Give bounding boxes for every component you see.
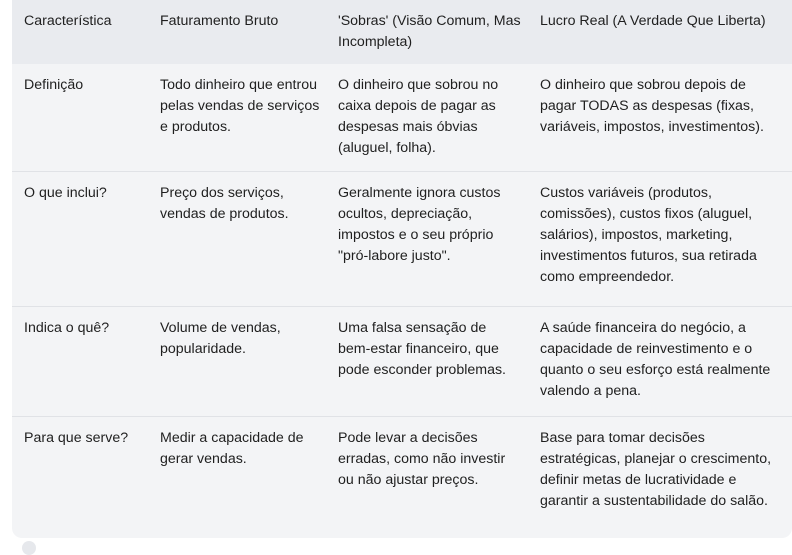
table-cell: O dinheiro que sobrou depois de pagar TODAS as despesas (fixas, variáveis, impostos, investimentos). — [540, 77, 764, 135]
table-cell: Volume de vendas, popularidade. — [148, 306, 326, 416]
table-cell: Todo dinheiro que entrou pelas vendas de serviços e produtos. — [160, 77, 320, 135]
row-label: Definição — [24, 77, 84, 93]
table-cell: A saúde financeira do negócio, a capacidade de reinvestimento e o quanto o seu esforço está realmente valendo a pena. — [528, 306, 792, 416]
table-cell: Custos variáveis (produtos, comissões), custos fixos (aluguel, salários), impostos, marketing, investimentos futuros, sua retirada como empreendedor. — [528, 171, 792, 306]
comparison-table — [12, 0, 792, 538]
row-label: O que inclui? — [12, 171, 148, 306]
table-header — [12, 0, 792, 64]
table-cell: Base para tomar decisões estratégicas, planejar o crescimento, definir metas de lucratividade e garantir a sustentabilidade do salão. — [528, 416, 792, 538]
row-label: Para que serve? — [12, 416, 148, 538]
table-row — [12, 64, 792, 171]
table-cell: Geralmente ignora custos ocultos, depreciação, impostos e o seu próprio "pró-labore justo". — [326, 171, 528, 306]
table-cell: Uma falsa sensação de bem-estar financeiro, que pode esconder problemas. — [326, 306, 528, 416]
table-row — [12, 171, 792, 306]
row-label: Indica o quê? — [12, 306, 148, 416]
header-caracteristica: Característica — [24, 13, 112, 29]
header-faturamento-bruto: Faturamento Bruto — [160, 13, 279, 29]
partial-icon — [22, 541, 36, 555]
header-lucro-real: Lucro Real (A Verdade Que Liberta) — [540, 13, 766, 29]
comparison-table-container — [12, 0, 792, 538]
table-cell: O dinheiro que sobrou no caixa depois de pagar as despesas mais óbvias (aluguel, folha). — [338, 77, 499, 156]
header-sobras: 'Sobras' (Visão Comum, Mas Incompleta) — [338, 13, 521, 50]
table-cell: Medir a capacidade de gerar vendas. — [148, 416, 326, 538]
table-row — [12, 306, 792, 416]
table-body — [12, 64, 792, 538]
table-cell: Pode levar a decisões erradas, como não investir ou não ajustar preços. — [326, 416, 528, 538]
header-row — [12, 0, 792, 64]
table-row — [12, 416, 792, 538]
table-cell: Preço dos serviços, vendas de produtos. — [148, 171, 326, 306]
